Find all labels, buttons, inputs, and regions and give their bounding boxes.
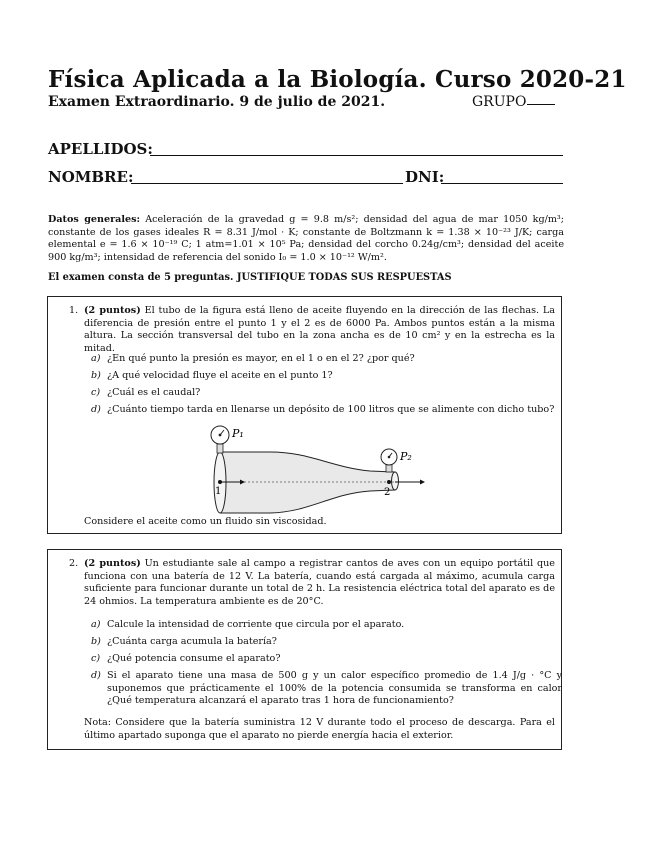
item-label: b): [91, 636, 101, 647]
item-label: d): [91, 670, 101, 681]
grupo-blank-line: [527, 104, 555, 105]
point-2-label: 2: [384, 487, 391, 498]
question-2-points: (2 puntos): [84, 558, 141, 569]
apellidos-label: APELLIDOS:: [48, 140, 153, 158]
point-1-label: 1: [215, 486, 222, 497]
page-title: Física Aplicada a la Biología. Curso 2020-21: [48, 66, 627, 93]
item-label: b): [91, 370, 101, 381]
gauge-1-stem: [217, 444, 223, 453]
question-2-number: 2.: [69, 558, 79, 569]
general-data-paragraph: [48, 214, 564, 264]
question-2-text: Un estudiante sale al campo a registrar cantos de aves con un equipo portátil que funciona con una batería de 12 V. La batería, cuando está cargada al máximo, acumula carga suficiente para funcionar durante un total de 2 h. La resistencia eléctrica total del aparato es de 24 ohmios. La temperatura ambiente es de 20°C.: [84, 558, 555, 607]
exam-subtitle: Examen Extraordinario. 9 de julio de 2021.: [48, 94, 386, 110]
item-label: c): [91, 387, 101, 398]
gauge-1-pivot: [219, 434, 222, 437]
item-text: Calcule la intensidad de corriente que circula por el aparato.: [107, 619, 405, 630]
item-label: a): [91, 619, 101, 630]
general-data-text: Aceleración de la gravedad g = 9.8 m/s²; densidad del agua de mar 1050 kg/m³; constante de los gases ideales R = 8.31 J/mol · K; constante de Boltzmann k = 1.38 × 10⁻²³ J/K; carga elemental e = 1.6 × 10⁻¹⁹ C; 1 atm=1.01 × 10⁵ Pa; densidad del corcho 0.24g/cm³; densidad del aceite 900 kg/m³; intensidad de referencia del sonido I₀ = 1.0 × 10⁻¹² W/m².: [48, 214, 564, 263]
nombre-blank-line: [131, 183, 403, 184]
gauge-2-pivot: [388, 456, 391, 459]
grupo-field: [472, 94, 555, 110]
item-text: ¿Cuánta carga acumula la batería?: [107, 636, 277, 647]
exam-instructions: El examen consta de 5 preguntas. JUSTIFIQUE TODAS SUS RESPUESTAS: [48, 272, 452, 283]
dni-label: DNI:: [405, 168, 445, 186]
pipe-flow-figure: [200, 420, 440, 516]
flow-arrowhead-2: [420, 480, 425, 485]
pipe-body: [220, 452, 395, 513]
item-text: ¿Cuánto tiempo tarda en llenarse un depósito de 100 litros que se alimente con dicho tubo?: [107, 404, 555, 415]
item-text: ¿En qué punto la presión es mayor, en el 1 o en el 2? ¿por qué?: [107, 353, 415, 364]
item-text: ¿Qué potencia consume el aparato?: [107, 653, 281, 664]
question-2-note: Nota: Considere que la batería suministra 12 V durante todo el proceso de descarga. Para el último apartado suponga que el aparato no pierde energía hacia el exterior.: [84, 717, 555, 741]
item-label: a): [91, 353, 101, 364]
pipe-narrow-end: [392, 472, 399, 490]
nombre-label: NOMBRE:: [48, 168, 134, 186]
item-text: ¿Cuál es el caudal?: [107, 387, 201, 398]
question-2-statement: [84, 558, 555, 608]
gauge-1-label: P₁: [232, 427, 244, 440]
item-label: c): [91, 653, 101, 664]
point-1-marker: [218, 480, 222, 484]
item-label: d): [91, 404, 101, 415]
item-text: ¿A qué velocidad fluye el aceite en el punto 1?: [107, 370, 333, 381]
point-2-marker: [387, 480, 391, 484]
grupo-label: GRUPO: [472, 94, 527, 110]
question-1-points: (2 puntos): [84, 305, 141, 316]
item-text: Si el aparato tiene una masa de 500 g y un calor específico promedio de 1.4 J/g · °C y suponemos que prácticamente el 100% de la potencia consumida se transforma en calor ¿Qué temperatura alcanzará el aparato tras 1 hora de funcionamiento?: [107, 670, 562, 706]
question-1-text: El tubo de la figura está lleno de aceite fluyendo en la dirección de las flechas. La diferencia de presión entre el punto 1 y el 2 es de 6000 Pa. Ambos puntos están a la misma altura. La sección transversal del tubo en la zona ancha es de 10 cm² y en la estrecha es la mitad.: [84, 305, 555, 354]
question-1-statement: [84, 305, 555, 355]
question-1-note: Considere el aceite como un fluido sin viscosidad.: [84, 516, 327, 527]
dni-blank-line: [441, 183, 563, 184]
gauge-2-label: P₂: [400, 450, 412, 463]
general-data-label: Datos generales:: [48, 214, 141, 225]
apellidos-blank-line: [150, 155, 563, 156]
question-1-number: 1.: [69, 305, 79, 316]
